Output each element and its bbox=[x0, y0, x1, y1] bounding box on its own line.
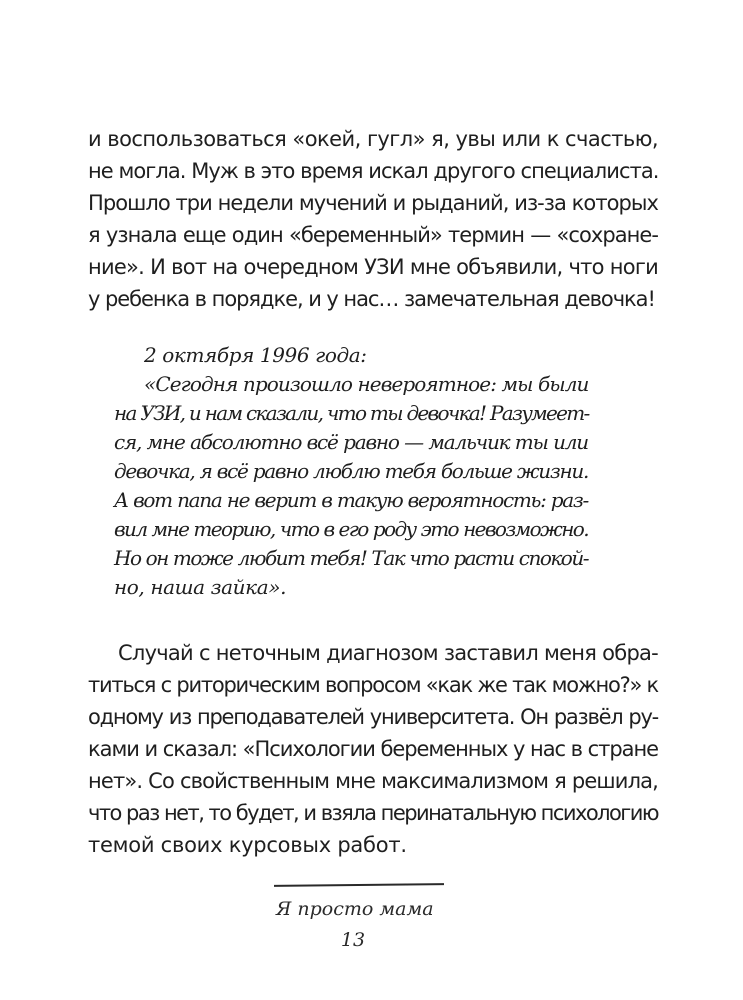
text-line: одному из преподавателей университета. Он развёл ру- bbox=[88, 705, 658, 729]
diary-line: Но он тоже любит тебя! Так что расти спокой- bbox=[114, 546, 588, 570]
diary-date: 2 октября 1996 года: bbox=[144, 343, 367, 367]
diary-line: А вот папа не верит в такую вероятность: раз- bbox=[114, 488, 588, 512]
running-title: Я просто мама bbox=[276, 898, 434, 920]
text-line: нет». Со свойственным мне максимализмом я решила, bbox=[88, 769, 658, 793]
diary-line: ся, мне абсолютно всё равно — мальчик ты или bbox=[114, 430, 588, 454]
text-line: я узнала еще один «беременный» термин — «сохране- bbox=[88, 223, 658, 247]
diary-line: но, наша зайка». bbox=[114, 575, 287, 599]
text-line: и воспользоваться «окей, гугл» я, увы или к счастью, bbox=[88, 127, 658, 151]
footer-divider bbox=[274, 883, 444, 887]
text-line: ние». И вот на очередном УЗИ мне объявили, что ноги bbox=[88, 255, 658, 279]
page-number: 13 bbox=[340, 929, 366, 951]
text-line: ками и сказал: «Психологии беременных у нас в стране bbox=[88, 737, 658, 761]
text-line: Случай с неточным диагнозом заставил меня обра- bbox=[118, 641, 658, 665]
text-line: что раз нет, то будет, и взяла перинатальную психологию bbox=[88, 801, 658, 825]
text-line: не могла. Муж в это время искал другого специалиста. bbox=[88, 159, 659, 183]
text-line: Прошло три недели мучений и рыданий, из-за которых bbox=[88, 191, 658, 215]
diary-line: на УЗИ, и нам сказали, что ты девочка! Разумеет- bbox=[114, 401, 589, 425]
diary-line: вил мне теорию, что в его роду это невозможно. bbox=[114, 517, 588, 541]
diary-line: «Сегодня произошло невероятное: мы были bbox=[144, 372, 589, 396]
text-line: у ребенка в порядке, и у нас… замечательная девочка! bbox=[88, 287, 655, 311]
text-line: титься с риторическим вопросом «как же так можно?» к bbox=[88, 673, 658, 697]
diary-line: девочка, я всё равно люблю тебя больше жизни. bbox=[114, 459, 588, 483]
text-line: темой своих курсовых работ. bbox=[88, 833, 407, 857]
